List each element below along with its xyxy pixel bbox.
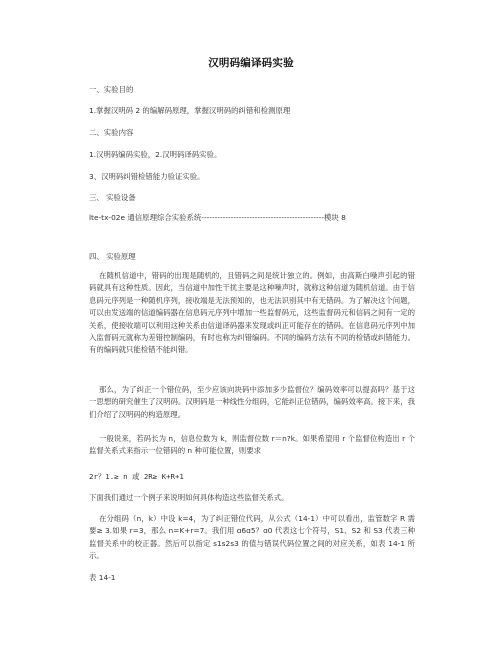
equipment-line: lte-tx-02e 通信原理综合实验系统----------------------------------------------模块 8 [89, 213, 346, 222]
principle-paragraph-1: 在随机信道中，错码的出现是随机的，且错码之间是统计独立的。例如，由高斯白噪声引起的错码就具有这种性质。因此，当信道中加性干扰主要是这种噪声时，就称这种信道为随机信道。由于信息码元序列是一种随机序列，接收端是无法预知的，也无法识别其中有无错码。为了解决这个问题，可以由发送端的信道编码器在信息码元序列中增加一些监督码元，这些监督码元和信码之间有一定的关系，使接收端可以利用这种关系由信道译码器来发现或纠正可能存在的错码。在信息码元序列中加入监督码元就称为差错控制编码，有时也称为纠错编码。不同的编码方法有不同的检错或纠错能力。有的编码就只能检错不能纠错。 [89, 271, 415, 355]
section-heading-principle: 四、 实验原理 [89, 252, 136, 261]
section-heading-objective: 一、实验目的 [89, 85, 134, 94]
principle-paragraph-2: 那么，为了纠正一个错位码，至少应该向块码中添加多少监督位？编码效率可以提高吗？基于这一思想的研究催生了汉明码。汉明码是一种线性分组码，它能纠正位错码，编码效率高。接下来，我们介绍了汉明码的构造原理。 [89, 385, 415, 419]
content-item-2: 3、汉明码纠错检错能力验证实验。 [89, 172, 205, 181]
section-heading-content: 二、实验内容 [89, 128, 134, 137]
section-heading-equipment: 三、 实验设备 [89, 193, 136, 202]
table-label: 表 14-1 [89, 573, 116, 582]
objective-item-1: 1.掌握汉明码 2 的编解码原理，掌握汉明码的纠错和检测原理 [89, 106, 291, 115]
formula-line: 2r？1.≥ n 或 2R≥ K+R+1 [89, 472, 184, 481]
principle-paragraph-3: 一般说来，若码长为 n，信息位数为 k，则监督位数 r＝n?k。如果希望用 r 个监督位构造出 r 个监督关系式来指示一位错码的 n 种可能位置，则要求 [89, 434, 415, 456]
content-item-1: 1.汉明码编码实验，2.汉明码译码实验。 [89, 150, 222, 159]
principle-paragraph-4: 下面我们通过一个例子来说明如何具体构造这些监督关系式。 [89, 493, 289, 502]
principle-paragraph-5: 在分组码（n，k）中设 k=4，为了纠正错位代码，从公式（14-1）中可以看出，监管数字 R 需要≥ 3.如果 r=3，那么 n=K+r=7。我们用 ɑ6ɑ5？ɑ0 代表这七个符号，S1、S2 和 S3 代表三种监督关系中的校正器。然后可以指定 s1s2s3 的值与错误代码位置之间的对应关系，如表 14-1 所示。 [89, 514, 415, 561]
document-title: 汉明码编译码实验 [208, 57, 294, 69]
